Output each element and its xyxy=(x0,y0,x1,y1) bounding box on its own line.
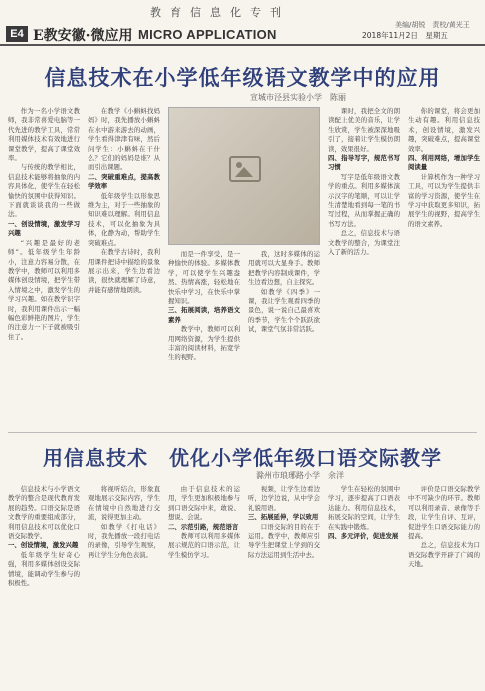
article2-column-4 xyxy=(248,485,320,685)
paragraph: 你的课堂，将会更加生动有趣。利用信息技术，创设情境，激发兴趣，突破难点，提高课堂效率。 xyxy=(408,107,480,153)
subheading: 一、创设情境，激发学习兴趣 xyxy=(8,219,80,238)
paragraph: 学生在轻松的氛围中学习，逐步提高了口语表达能力。利用信息技术，拓展交际的空间，让学生在实践中锻炼。 xyxy=(328,485,400,531)
paragraph: 与传统的教学相比，信息技术能够将抽象的内容具体化，使学生在轻松愉快的氛围中获得知识。下面就谈谈我的一些做法。 xyxy=(8,163,80,219)
supplement-banner: 教育信息化专刊 xyxy=(150,6,290,19)
article1-title: 信息技术在小学低年级语文教学中的应用 xyxy=(44,65,441,90)
section-title-en: MICRO APPLICATION xyxy=(138,27,277,42)
paragraph: 写字是低年级语文教学的重点。利用多媒体演示汉字的笔顺，可以让学生清楚地看到每一笔的书写过程，从而掌握正确的书写方法。 xyxy=(328,172,400,228)
article2-column-6 xyxy=(408,485,480,685)
subheading: 四、利用网络，增加学生阅读量 xyxy=(408,154,480,172)
image-placeholder-icon xyxy=(229,156,261,182)
paragraph: 而是一件享受，是一种愉快的体验。多媒体教学，可以使学生兴趣盎然、热情高涨，轻松地在快乐中学习，在快乐中掌握知识。 xyxy=(168,250,240,306)
paragraph: 总之，信息技术为口语交际教学开辟了广阔的天地。 xyxy=(408,541,480,569)
article1-column-1 xyxy=(8,107,80,427)
article2-title: 用信息技术 优化小学低年级口语交际教学 xyxy=(43,446,442,470)
article2-column-1 xyxy=(8,485,80,685)
article2-column-5 xyxy=(328,485,400,685)
subheading: 四、指导写字，规范书写习惯 xyxy=(328,154,400,172)
paragraph: 口语交际的目的在于运用。教学中，教师应引导学生把课堂上学到的交际方法运用到生活中去。 xyxy=(248,522,320,559)
paragraph: 计算机作为一种学习工具，可以为学生提供丰富的学习资源，使学生在学习中获取更多知识，拓展学生的视野，提高学生的语文素养。 xyxy=(408,172,480,228)
paragraph: 在教学古诗时，我利用课件把诗中描绘的景象展示出来，学生边看边读，很快就理解了诗意，并能有感情地朗读。 xyxy=(88,248,160,294)
masthead xyxy=(0,0,485,46)
subheading: 四、多元评价，促进发展 xyxy=(328,532,399,541)
masthead-rule xyxy=(0,44,485,46)
article2-column-2 xyxy=(88,485,160,685)
page-number-badge: E4 xyxy=(6,26,28,42)
article1-column-4 xyxy=(248,250,320,427)
issue-date: 2018年11月2日 星期五 xyxy=(362,31,448,40)
article1-column-2 xyxy=(88,107,160,427)
article1-column-3 xyxy=(168,250,240,427)
subheading: 三、拓展阅读，培养语文素养 xyxy=(168,306,240,324)
article2-column-3 xyxy=(168,485,240,685)
paragraph: 教师可以利用多媒体展示规范的口语示范，让学生模仿学习。 xyxy=(168,532,240,559)
subheading: 一、创设情境，激发兴趣 xyxy=(8,541,79,550)
paragraph: 教学中，教师可以利用网络资源，为学生提供丰富的阅读材料，拓宽学生的视野。 xyxy=(168,325,240,362)
paragraph: 总之，信息技术与语文教学的整合，为课堂注入了新的活力。 xyxy=(328,229,400,257)
paragraph: 评价是口语交际教学中不可缺少的环节。教师可以利用录音、录像等手段，让学生自评、互评，促进学生口语交际能力的提高。 xyxy=(408,485,480,541)
paragraph: 将视听结合，形象直观地展示交际内容，学生在情境中自然地进行交流，说得更加主动。 xyxy=(88,485,160,522)
article2-byline: 滁州市琅琊路小学 余洋 xyxy=(256,471,344,480)
paragraph: 我，这时多媒体的运用就可以大显身手。教师把教学内容制成课件，学生边看边想，自主探究。 xyxy=(248,250,320,287)
article1-byline: 宣城市泾县实验小学 陈丽 xyxy=(250,93,346,102)
paragraph: 作为一名小学语文教师，我非常喜爱电脑等一代先进的教学工具，常常利用媒体技术有效地进行课堂教学，提高了课堂效率。 xyxy=(8,107,80,163)
paragraph: 如教学《打电话》时，我先播放一段打电话的录像，引导学生观察，再让学生分角色表演。 xyxy=(88,522,160,559)
paragraph: 低年级学生好奇心强，利用多媒体创设交际情境，能调动学生参与的积极性。 xyxy=(8,550,80,588)
paragraph: 信息技术与小学语文教学的整合是现代教育发展的趋势。口语交际是语文教学的重要组成部分，利用信息技术可以优化口语交际教学。 xyxy=(8,485,80,541)
paragraph: “兴趣是最好的老师”。低年级学生年龄小，注意力容易分散，在教学中，教师可以利用多媒体创设情境，把学生带入情境之中，激发学生的学习兴趣。如在教学识字时，我利用课件出示一幅幅色彩鲜艳的图片，学生的注意力一下子就被吸引住了。 xyxy=(8,238,80,341)
subheading: 二、突破重难点，提高教学效率 xyxy=(88,172,160,191)
paragraph: 视频，让学生边看边听，边学边说，从中学会礼貌用语。 xyxy=(248,485,320,512)
subheading: 三、拓展延伸，学以致用 xyxy=(248,513,319,522)
paragraph: 课时，我把全文的朗读配上优美的音乐，让学生欣赏，学生被深深地吸引了，接着让学生模仿朗读，效果很好。 xyxy=(328,107,400,153)
editor-credits: 美编/胡锐 责校/黄光王 xyxy=(395,21,470,29)
article-divider xyxy=(8,432,477,433)
article1-column-5 xyxy=(328,107,400,427)
article1-photo xyxy=(168,107,320,245)
paragraph: 如教学《四季》一课，我让学生观看四季的景色，说一说自己最喜欢的季节，学生个个跃跃欲试，课堂气氛非常活跃。 xyxy=(248,287,320,334)
article1-column-6 xyxy=(408,107,480,427)
paragraph: 由于信息技术的运用，学生更加积极地参与到口语交际中来，敢说、想说、会说。 xyxy=(168,485,240,522)
subheading: 二、示范引路，规范语言 xyxy=(168,522,239,531)
paragraph: 低年级学生以形象思维为主，对于一些抽象的知识难以理解。利用信息技术，可以化抽象为具体，化静为动，帮助学生突破难点。 xyxy=(88,191,160,247)
paragraph: 在教学《小蝌蚪找妈妈》时，我先播放小蝌蚪在水中游来游去的动画，学生看得津津有味，然后问学生：小蝌蚪在干什么？它们的妈妈是谁？从而引出课题。 xyxy=(88,107,160,172)
section-title: E教安徽·微应用 xyxy=(33,28,133,44)
